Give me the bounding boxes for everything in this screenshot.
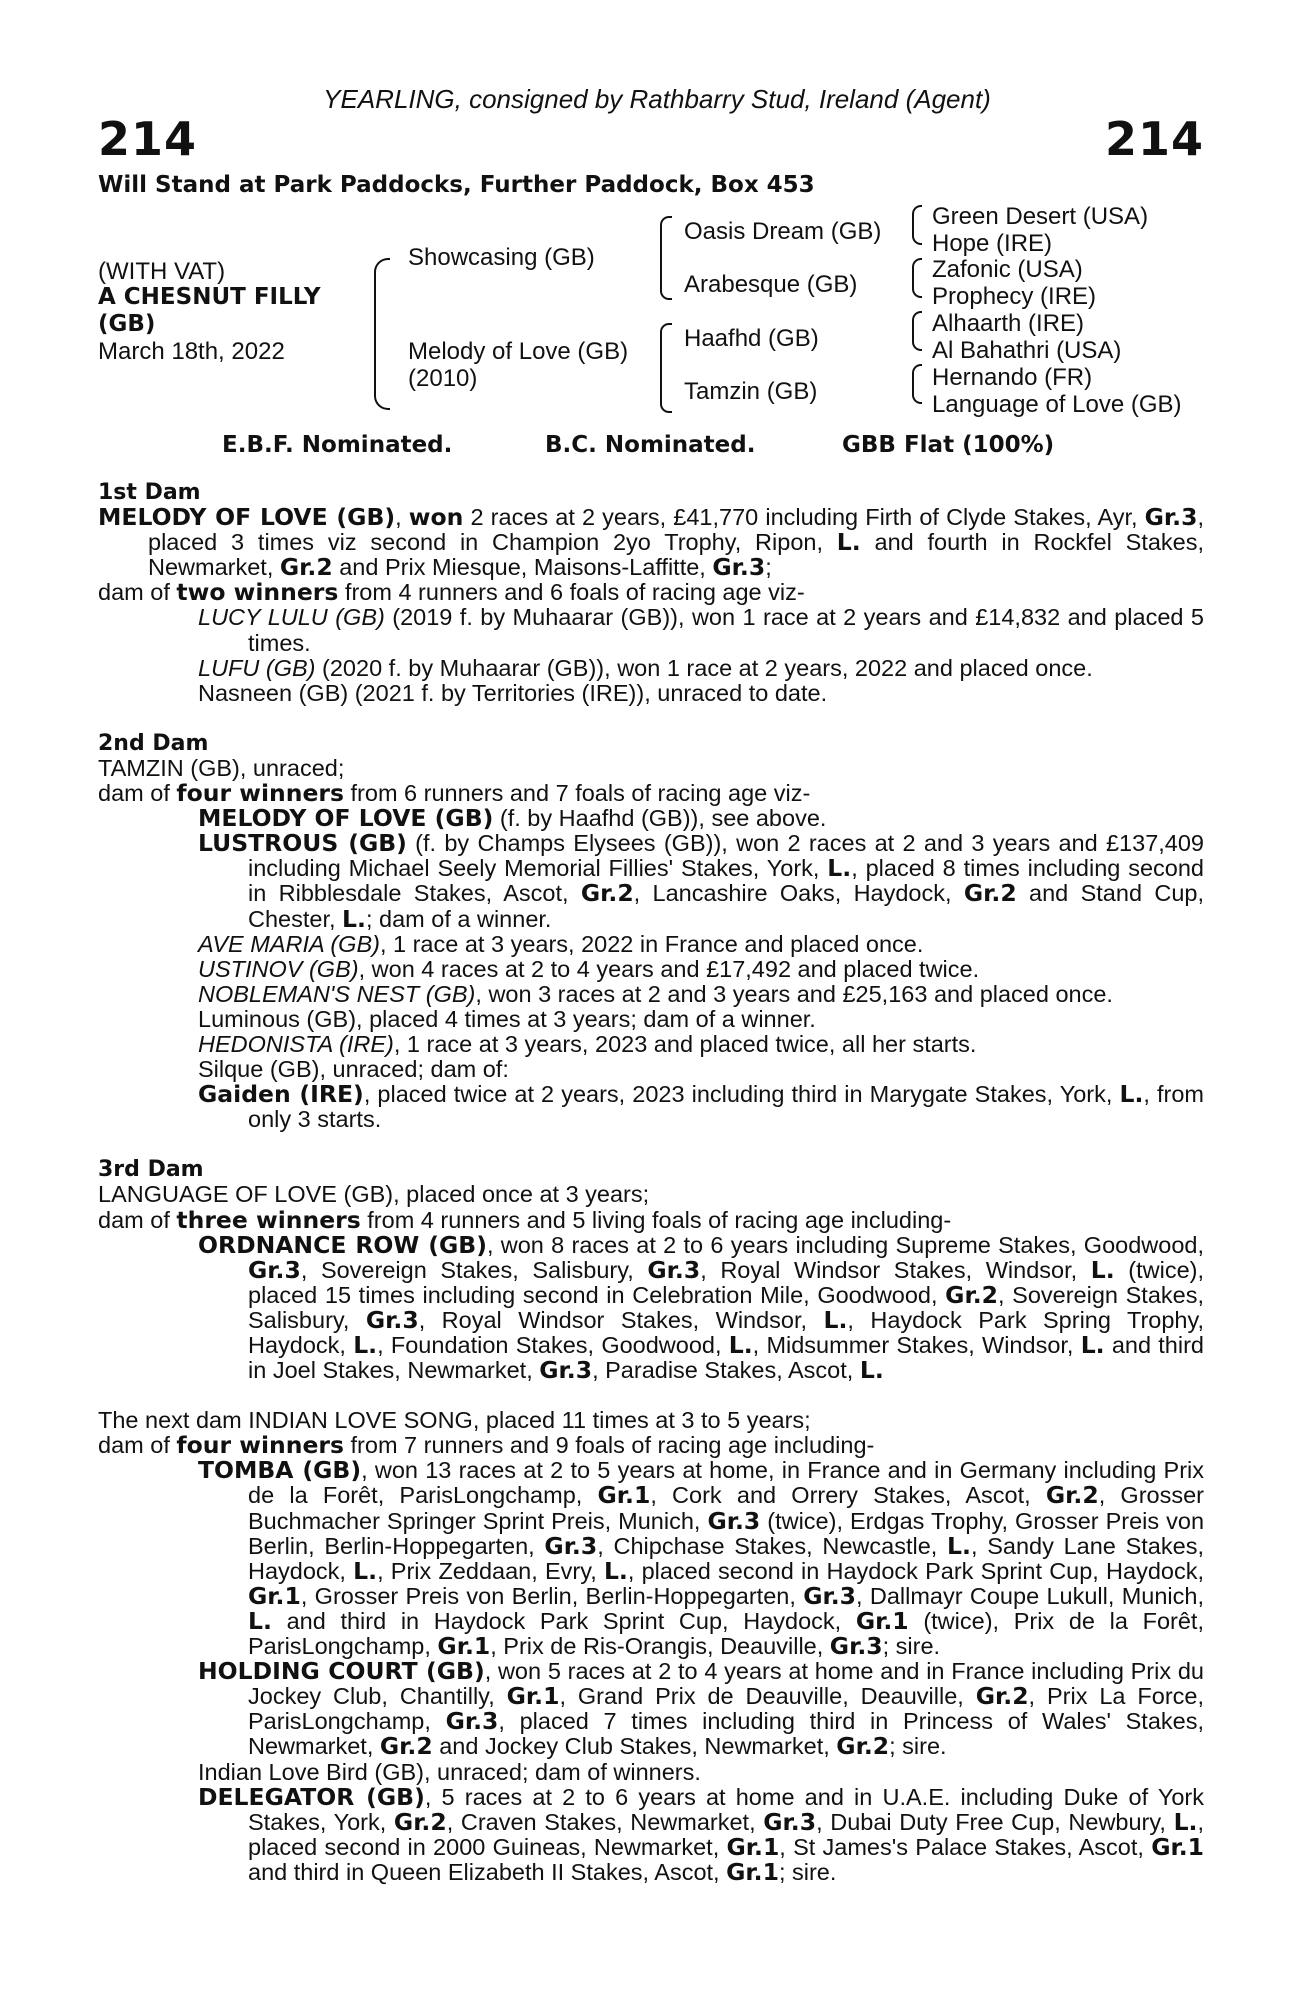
horse-origin: (GB): [98, 311, 156, 337]
second-dam-intro: TAMZIN (GB), unraced;: [98, 754, 345, 781]
first-dam-record: MELODY OF LOVE (GB), won 2 races at 2 years, £41,770 including Firth of Clyde Stakes, Ayr, Gr.3, placed 3 times viz second in Champion 2yo Trophy, Ripon, L. and fourth in Rockfel Stakes, Newmarket, Gr.2 and Prix Miesque, Maisons-Laffitte, Gr.3;: [98, 503, 1205, 582]
pedigree-g3-1: Green Desert (USA): [932, 203, 1149, 230]
pedigree-brace-dam: [660, 323, 672, 413]
pedigree-g3-8: Language of Love (GB): [932, 391, 1182, 418]
next-dam-progeny-holding-court: HOLDING COURT (GB), won 5 races at 2 to 4 years at home and in France including Prix du Jockey Club, Chantilly, Gr.1, Grand Prix de Deauville, Deauville, Gr.2, Prix La Force, ParisLongchamp, Gr.3, placed 7 times including third in Princess of Wales' Stakes, Newmarket, Gr.2 and Jockey Club Stakes, Newmarket, Gr.2; sire.: [198, 1657, 1205, 1761]
first-dam-progeny-2: LUFU (GB) (2020 f. by Muhaarar (GB)), won 1 race at 2 years, 2022 and placed once.: [198, 654, 1093, 681]
first-dam-title: 1st Dam: [98, 480, 201, 505]
gbb-nomination: GBB Flat (100%): [842, 432, 1055, 458]
second-dam-progeny-1: MELODY OF LOVE (GB) (f. by Haafhd (GB)), see above.: [198, 804, 827, 833]
first-dam-name: MELODY OF LOVE (GB): [98, 503, 396, 532]
stabling-location: Will Stand at Park Paddocks, Further Paddock, Box 453: [98, 172, 815, 198]
pedigree-g3-6: Al Bahathri (USA): [932, 337, 1122, 364]
pedigree-body: [98, 480, 1204, 1885]
next-dam-produce-summary: dam of four winners from 7 runners and 9 foals of racing age including-: [98, 1431, 875, 1460]
vat-note: (WITH VAT): [98, 258, 226, 285]
pedigree-g3-7: Hernando (FR): [932, 364, 1093, 391]
pedigree-brace-sire: [660, 216, 672, 300]
pedigree-brace-main: [374, 258, 390, 410]
lot-number-right: 214: [1104, 112, 1204, 166]
pedigree-dam-year: (2010): [408, 365, 478, 392]
second-dam-grandprogeny-2: HEDONISTA (IRE), 1 race at 3 years, 2023 and placed twice, all her starts.: [198, 1030, 977, 1057]
first-dam-progeny-1: LUCY LULU (GB) (2019 f. by Muhaarar (GB)), won 1 race at 2 years and £14,832 and placed 5 times.: [198, 604, 1204, 656]
first-dam-produce-summary: dam of two winners from 4 runners and 6 foals of racing age viz-: [98, 578, 805, 607]
third-dam-progeny-1: ORDNANCE ROW (GB), won 8 races at 2 to 6 years including Supreme Stakes, Goodwood, Gr.3, Sovereign Stakes, Salisbury, Gr.3, Royal Windsor Stakes, Windsor, L. (twice), placed 15 times including second in Celebration Mile, Goodwood, Gr.2, Sovereign Stakes, Salisbury, Gr.3, Royal Windsor Stakes, Windsor, L., Haydock Park Spring Trophy, Haydock, L., Foundation Stakes, Goodwood, L., Midsummer Stakes, Windsor, L. and third in Joel Stakes, Newmarket, Gr.3, Paradise Stakes, Ascot, L.: [198, 1230, 1205, 1385]
pedigree-brace-tamzin: [912, 364, 922, 404]
second-dam-progeny-2: LUSTROUS (GB) (f. by Champs Elysees (GB)), won 2 races at 2 and 3 years and £137,409 including Michael Seely Memorial Fillies' Stakes, York, L., placed 8 times including second in Ribblesdale Stakes, Ascot, Gr.2, Lancashire Oaks, Haydock, Gr.2 and Stand Cup, Chester, L.; dam of a winner.: [198, 829, 1205, 933]
lot-number-left: 214: [98, 112, 198, 166]
pedigree-brace-haafhd: [912, 311, 922, 351]
pedigree-dam-dam: Tamzin (GB): [684, 378, 818, 405]
pedigree-sire-sire: Oasis Dream (GB): [684, 218, 882, 245]
horse-name: A CHESNUT FILLY: [98, 284, 321, 310]
second-dam-progeny-3: USTINOV (GB), won 4 races at 2 to 4 years and £17,492 and placed twice.: [198, 955, 980, 982]
consignment-line: YEARLING, consigned by Rathbarry Stud, Ireland (Agent): [323, 84, 991, 114]
pedigree-g3-2: Hope (IRE): [932, 230, 1053, 257]
second-dam-progeny-6: Silque (GB), unraced; dam of:: [198, 1056, 509, 1083]
pedigree-g3-3: Zafonic (USA): [932, 256, 1083, 283]
third-dam-produce-summary: dam of three winners from 4 runners and 5 living foals of racing age including-: [98, 1205, 952, 1234]
bc-nomination: B.C. Nominated.: [545, 432, 756, 458]
second-dam-produce-summary: dam of four winners from 6 runners and 7 foals of racing age viz-: [98, 779, 811, 808]
pedigree-dam: Melody of Love (GB): [408, 338, 629, 365]
pedigree-dam-sire: Haafhd (GB): [684, 325, 819, 352]
third-dam-intro: LANGUAGE OF LOVE (GB), placed once at 3 years;: [98, 1181, 650, 1208]
foaling-date: March 18th, 2022: [98, 338, 285, 365]
pedigree-g3-4: Prophecy (IRE): [932, 283, 1097, 310]
third-dam-title: 3rd Dam: [98, 1157, 204, 1183]
next-dam-progeny-indian-love-bird: Indian Love Bird (GB), unraced; dam of winners.: [198, 1758, 701, 1785]
second-dam-grandprogeny-3: Gaiden (IRE), placed twice at 2 years, 2023 including third in Marygate Stakes, York, L., from only 3 starts.: [198, 1080, 1204, 1133]
second-dam-progeny-4: NOBLEMAN'S NEST (GB), won 3 races at 2 and 3 years and £25,163 and placed once.: [198, 980, 1113, 1007]
pedigree-sire-dam: Arabesque (GB): [684, 271, 858, 298]
next-dam-intro: The next dam INDIAN LOVE SONG, placed 11 times at 3 to 5 years;: [98, 1407, 811, 1434]
pedigree-brace-arabesque: [912, 258, 922, 298]
pedigree-sire: Showcasing (GB): [408, 244, 595, 271]
pedigree-g3-5: Alhaarth (IRE): [932, 310, 1085, 337]
second-dam-grandprogeny-1: AVE MARIA (GB), 1 race at 3 years, 2022 in France and placed once.: [198, 930, 924, 957]
second-dam-progeny-5: Luminous (GB), placed 4 times at 3 years; dam of a winner.: [198, 1005, 816, 1032]
first-dam-progeny-3: Nasneen (GB) (2021 f. by Territories (IRE)), unraced to date.: [198, 679, 828, 706]
second-dam-title: 2nd Dam: [98, 730, 209, 756]
pedigree-brace-oasis: [912, 205, 922, 245]
next-dam-progeny-tomba: TOMBA (GB), won 13 races at 2 to 5 years at home, in France and in Germany including Prix de la Forêt, ParisLongchamp, Gr.1, Cork and Orrery Stakes, Ascot, Gr.2, Grosser Buchmacher Springer Sprint Preis, Munich, Gr.3 (twice), Erdgas Trophy, Grosser Preis von Berlin, Berlin-Hoppegarten, Gr.3, Chipchase Stakes, Newcastle, L., Sandy Lane Stakes, Haydock, L., Prix Zeddaan, Evry, L., placed second in Haydock Park Sprint Cup, Haydock, Gr.1, Grosser Preis von Berlin, Berlin-Hoppegarten, Gr.3, Dallmayr Coupe Lukull, Munich, L. and third in Haydock Park Sprint Cup, Haydock, Gr.1 (twice), Prix de la Forêt, ParisLongchamp, Gr.1, Prix de Ris-Orangis, Deauville, Gr.3; sire.: [198, 1456, 1205, 1661]
next-dam-grandprogeny-delegator: DELEGATOR (GB), 5 races at 2 to 6 years at home and in U.A.E. including Duke of York Stakes, York, Gr.2, Craven Stakes, Newmarket, Gr.3, Dubai Duty Free Cup, Newbury, L., placed second in 2000 Guineas, Newmarket, Gr.1, St James's Palace Stakes, Ascot, Gr.1 and third in Queen Elizabeth II Stakes, Ascot, Gr.1; sire.: [198, 1782, 1204, 1886]
ebf-nomination: E.B.F. Nominated.: [222, 432, 453, 458]
